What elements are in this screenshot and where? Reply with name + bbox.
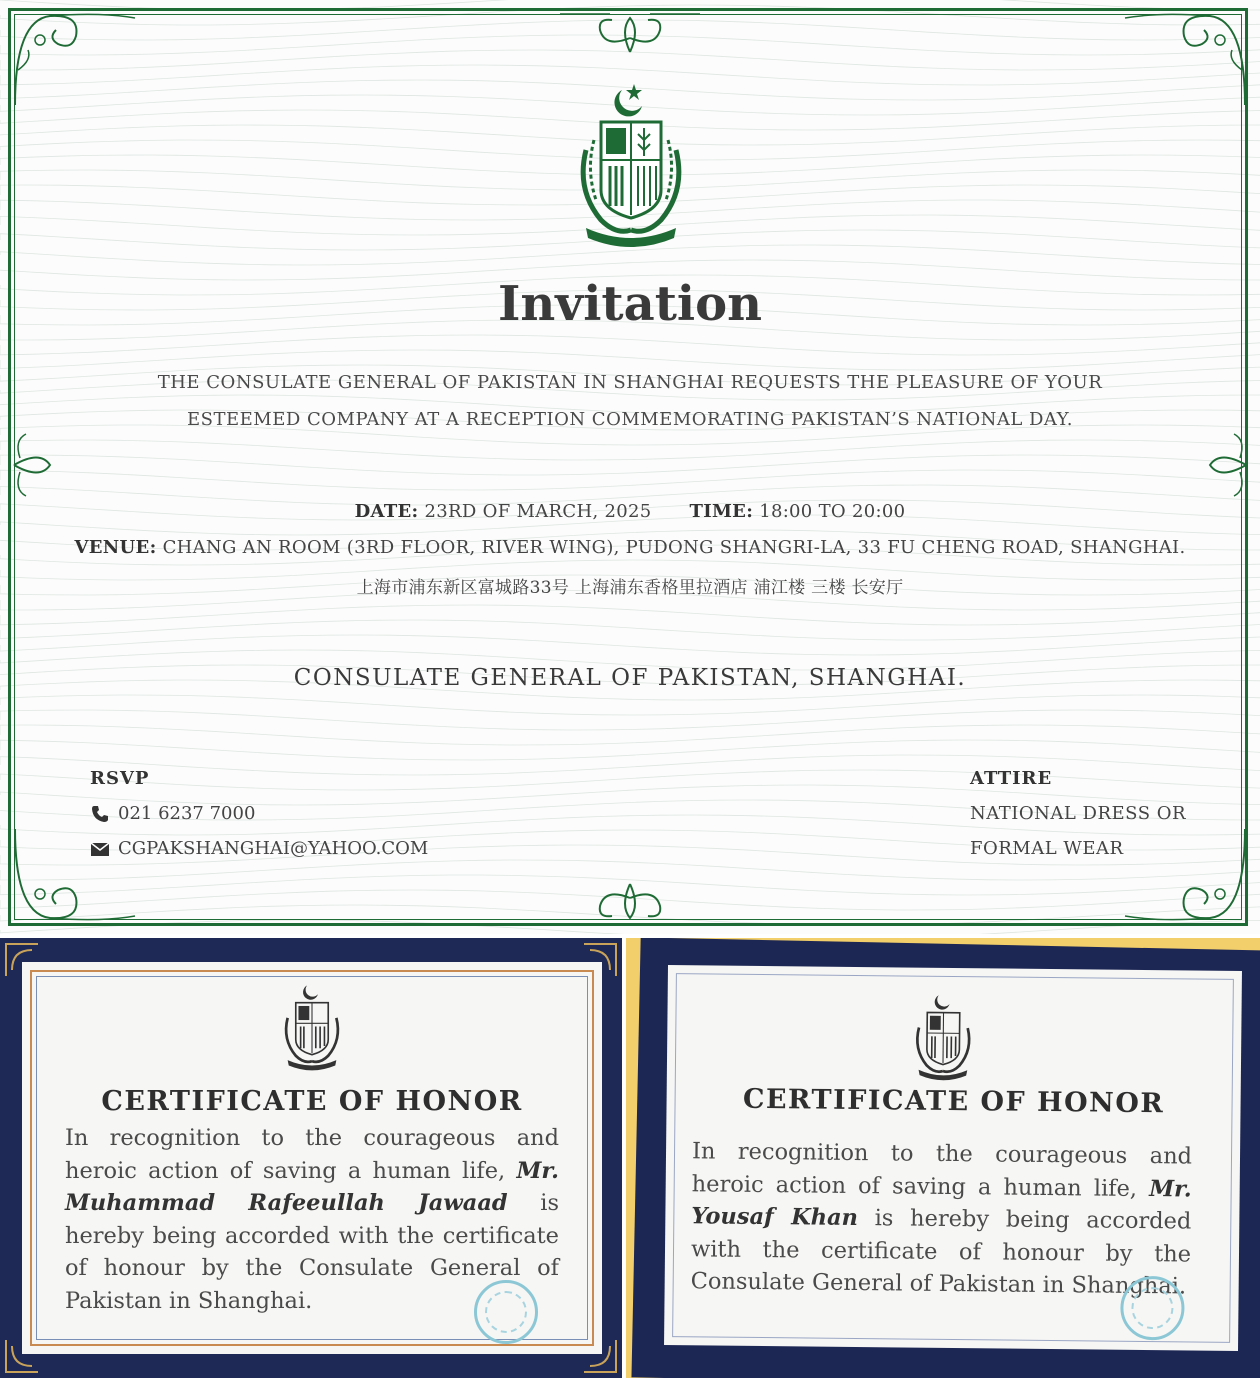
envelope-icon — [90, 839, 110, 859]
certificate-body — [691, 1135, 1193, 1303]
invitation-title: Invitation — [497, 276, 763, 332]
certificate-paper — [22, 962, 602, 1354]
date-time-line — [0, 501, 1260, 522]
time-value: 18:00 TO 20:00 — [759, 501, 906, 522]
certificate-text-before: In recognition to the courageous and heroic action of saving a human life, — [65, 1125, 559, 1184]
rsvp-heading: RSVP — [90, 768, 150, 789]
bottom-center-flourish-icon — [560, 880, 700, 926]
certificate-text-before: In recognition to the courageous and heroic action of saving a human life, — [691, 1138, 1193, 1202]
certificate-paper — [664, 965, 1242, 1351]
attire-block — [970, 768, 1186, 859]
corner-flourish-icon — [10, 10, 140, 110]
rsvp-email-row[interactable] — [90, 838, 428, 859]
recipient-name: Mr. Muhammad Rafeeullah Jawaad — [65, 1157, 559, 1216]
consulate-seal-stamp — [1120, 1276, 1185, 1341]
phone-icon — [90, 804, 110, 824]
certificate-title: CERTIFICATE OF HONOR — [101, 1086, 523, 1117]
venue-line — [0, 537, 1260, 558]
time-label: TIME: — [689, 501, 754, 522]
certificate-photo-2 — [626, 938, 1260, 1378]
corner-flourish-icon — [1120, 10, 1250, 110]
attire-heading: ATTIRE — [970, 768, 1053, 789]
invitation-signature: CONSULATE GENERAL OF PAKISTAN, SHANGHAI. — [293, 665, 967, 691]
pakistan-emblem-icon — [901, 989, 986, 1082]
right-side-flourish-icon — [1206, 420, 1250, 510]
date-label: DATE: — [354, 501, 419, 522]
recipient-name: Mr. Yousaf Khan — [691, 1175, 1192, 1232]
rsvp-phone[interactable]: 021 6237 7000 — [118, 803, 256, 824]
certificate-text-after: is hereby being accorded with the certificate of honour by the Consulate General of Pakistan in Shanghai. — [690, 1205, 1192, 1300]
certificate-text-after: is hereby being accorded with the certificate of honour by the Consulate General of Pakistan in Shanghai. — [65, 1190, 559, 1314]
rsvp-block — [90, 768, 428, 859]
rsvp-phone-row[interactable] — [90, 803, 428, 824]
venue-chinese-line: 上海市浦东新区富城路33号 上海浦东香格里拉酒店 浦江楼 三楼 长安厅 — [356, 578, 904, 598]
top-center-flourish-icon — [560, 10, 700, 56]
attire-line-1: NATIONAL DRESS OR — [970, 803, 1187, 824]
certificate-photo-1 — [0, 938, 622, 1378]
certificate-title: CERTIFICATE OF HONOR — [742, 1083, 1165, 1120]
pakistan-emblem-icon — [556, 80, 706, 250]
consulate-seal-stamp — [474, 1280, 538, 1344]
venue-label: VENUE: — [74, 537, 157, 558]
date-value: 23RD OF MARCH, 2025 — [424, 501, 652, 522]
venue-value: CHANG AN ROOM (3RD FLOOR, RIVER WING), PUDONG SHANGRI-LA, 33 FU CHENG ROAD, SHANGHAI. — [162, 537, 1186, 558]
rsvp-email[interactable]: CGPAKSHANGHAI@YAHOO.COM — [118, 838, 429, 859]
pakistan-emblem-icon — [270, 980, 354, 1072]
invitation-request-line-2: ESTEEMED COMPANY AT A RECEPTION COMMEMORATING PAKISTAN’S NATIONAL DAY. — [187, 409, 1073, 430]
left-side-flourish-icon — [10, 420, 54, 510]
attire-line-2: FORMAL WEAR — [970, 838, 1124, 859]
invitation-request-line-1: THE CONSULATE GENERAL OF PAKISTAN IN SHANGHAI REQUESTS THE PLEASURE OF YOUR — [157, 372, 1103, 393]
